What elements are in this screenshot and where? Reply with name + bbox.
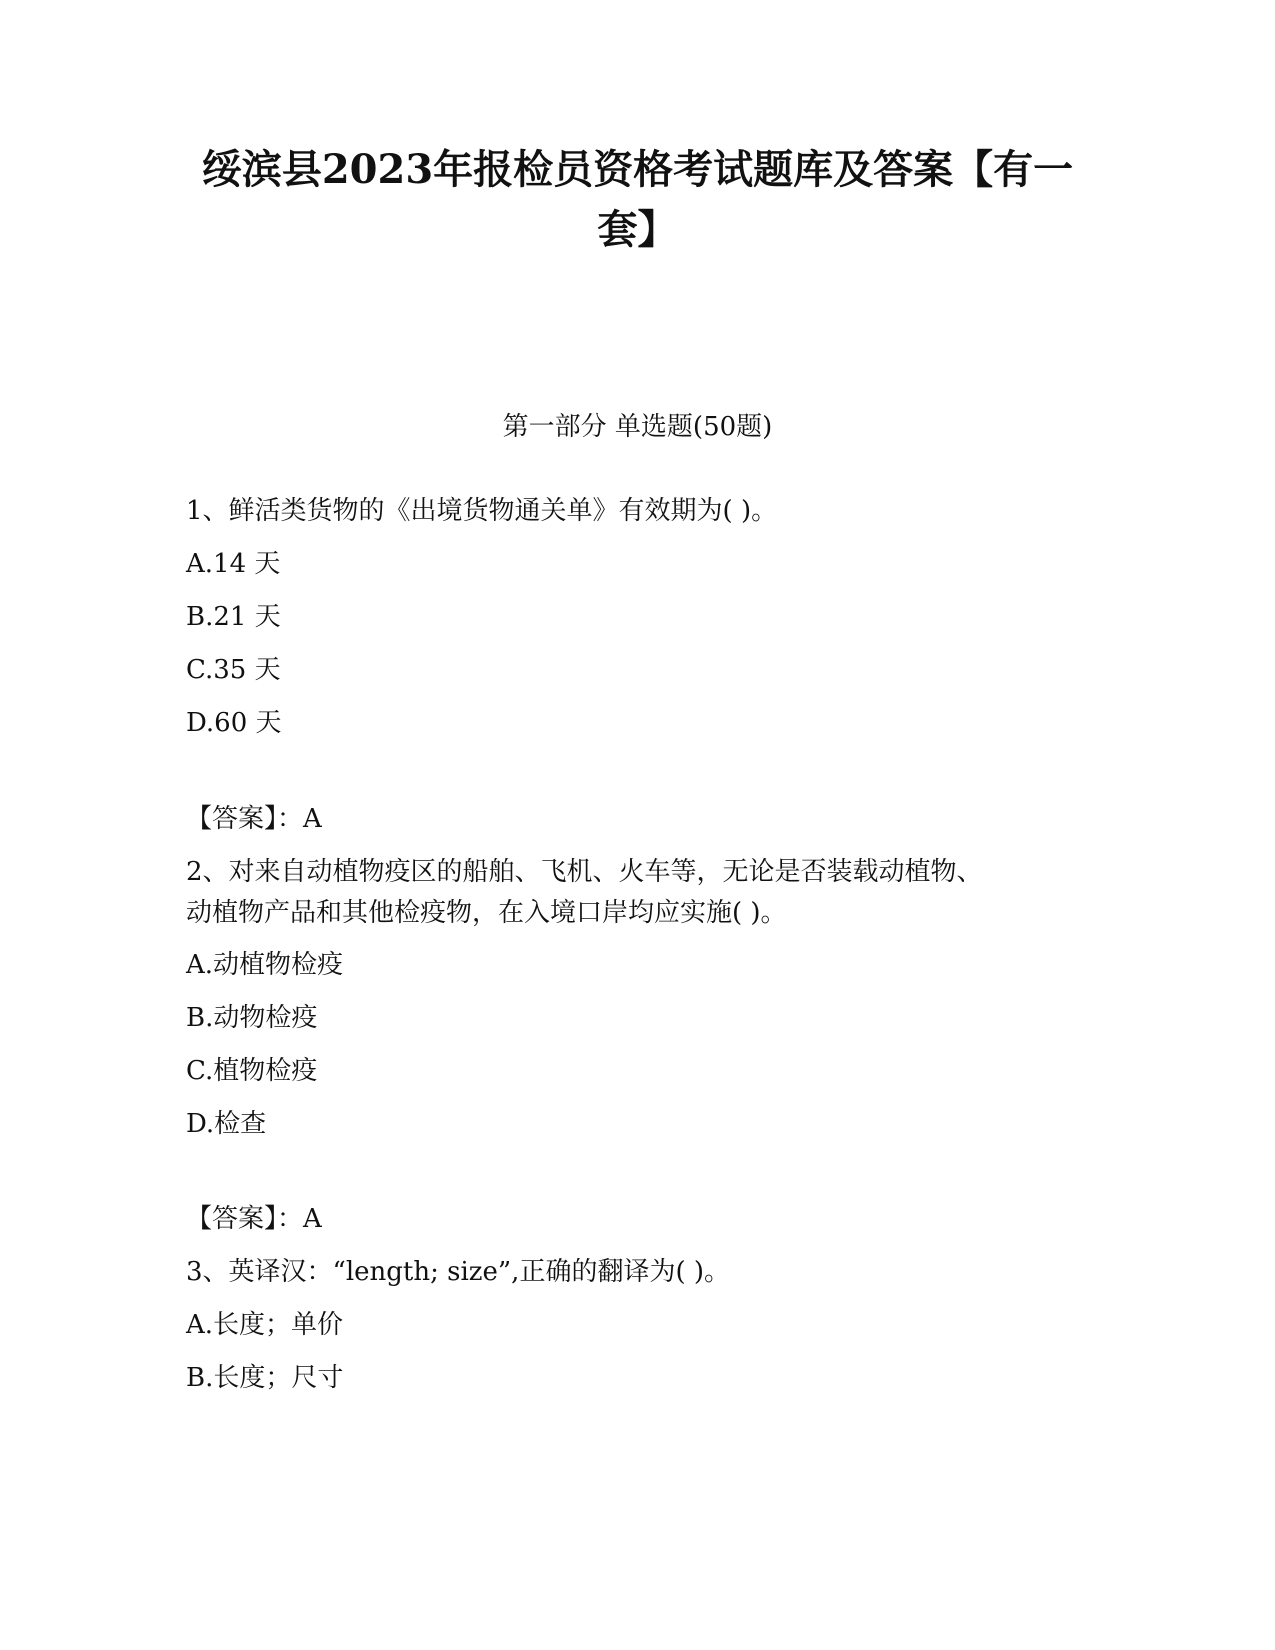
title-line-1: 绥滨县2023年报检员资格考试题库及答案【有一	[201, 146, 1074, 193]
question-3-stem: 3、英译汉：“length; size”,正确的翻译为( )。	[186, 1257, 730, 1287]
question-1-option-d: D.60 天	[186, 708, 282, 738]
question-2-answer: 【答案】：A	[186, 1204, 322, 1234]
question-2-option-b: B.动物检疫	[186, 1003, 318, 1033]
document-title	[150, 140, 1125, 260]
question-3-option-a: A.长度；单价	[186, 1310, 344, 1340]
question-2-stem-line-2: 动植物产品和其他检疫物，在入境口岸均应实施( )。	[186, 898, 787, 928]
question-2-stem-line-1: 2、对来自动植物疫区的船舶、飞机、火车等，无论是否装载动植物、	[186, 857, 983, 887]
question-1-answer: 【答案】：A	[186, 804, 322, 834]
question-1-option-a: A.14 天	[186, 549, 281, 579]
question-2-option-c: C.植物检疫	[186, 1056, 318, 1086]
section-heading: 第一部分 单选题(50题)	[502, 412, 773, 442]
question-1-stem: 1、鲜活类货物的《出境货物通关单》有效期为( )。	[186, 496, 778, 526]
question-1-option-c: C.35 天	[186, 655, 281, 685]
question-2-option-a: A.动植物检疫	[186, 950, 344, 980]
question-3-option-b: B.长度；尺寸	[186, 1363, 344, 1393]
question-2-option-d: D.检查	[186, 1109, 267, 1139]
question-1-option-b: B.21 天	[186, 602, 281, 632]
title-line-2: 套】	[597, 206, 678, 253]
